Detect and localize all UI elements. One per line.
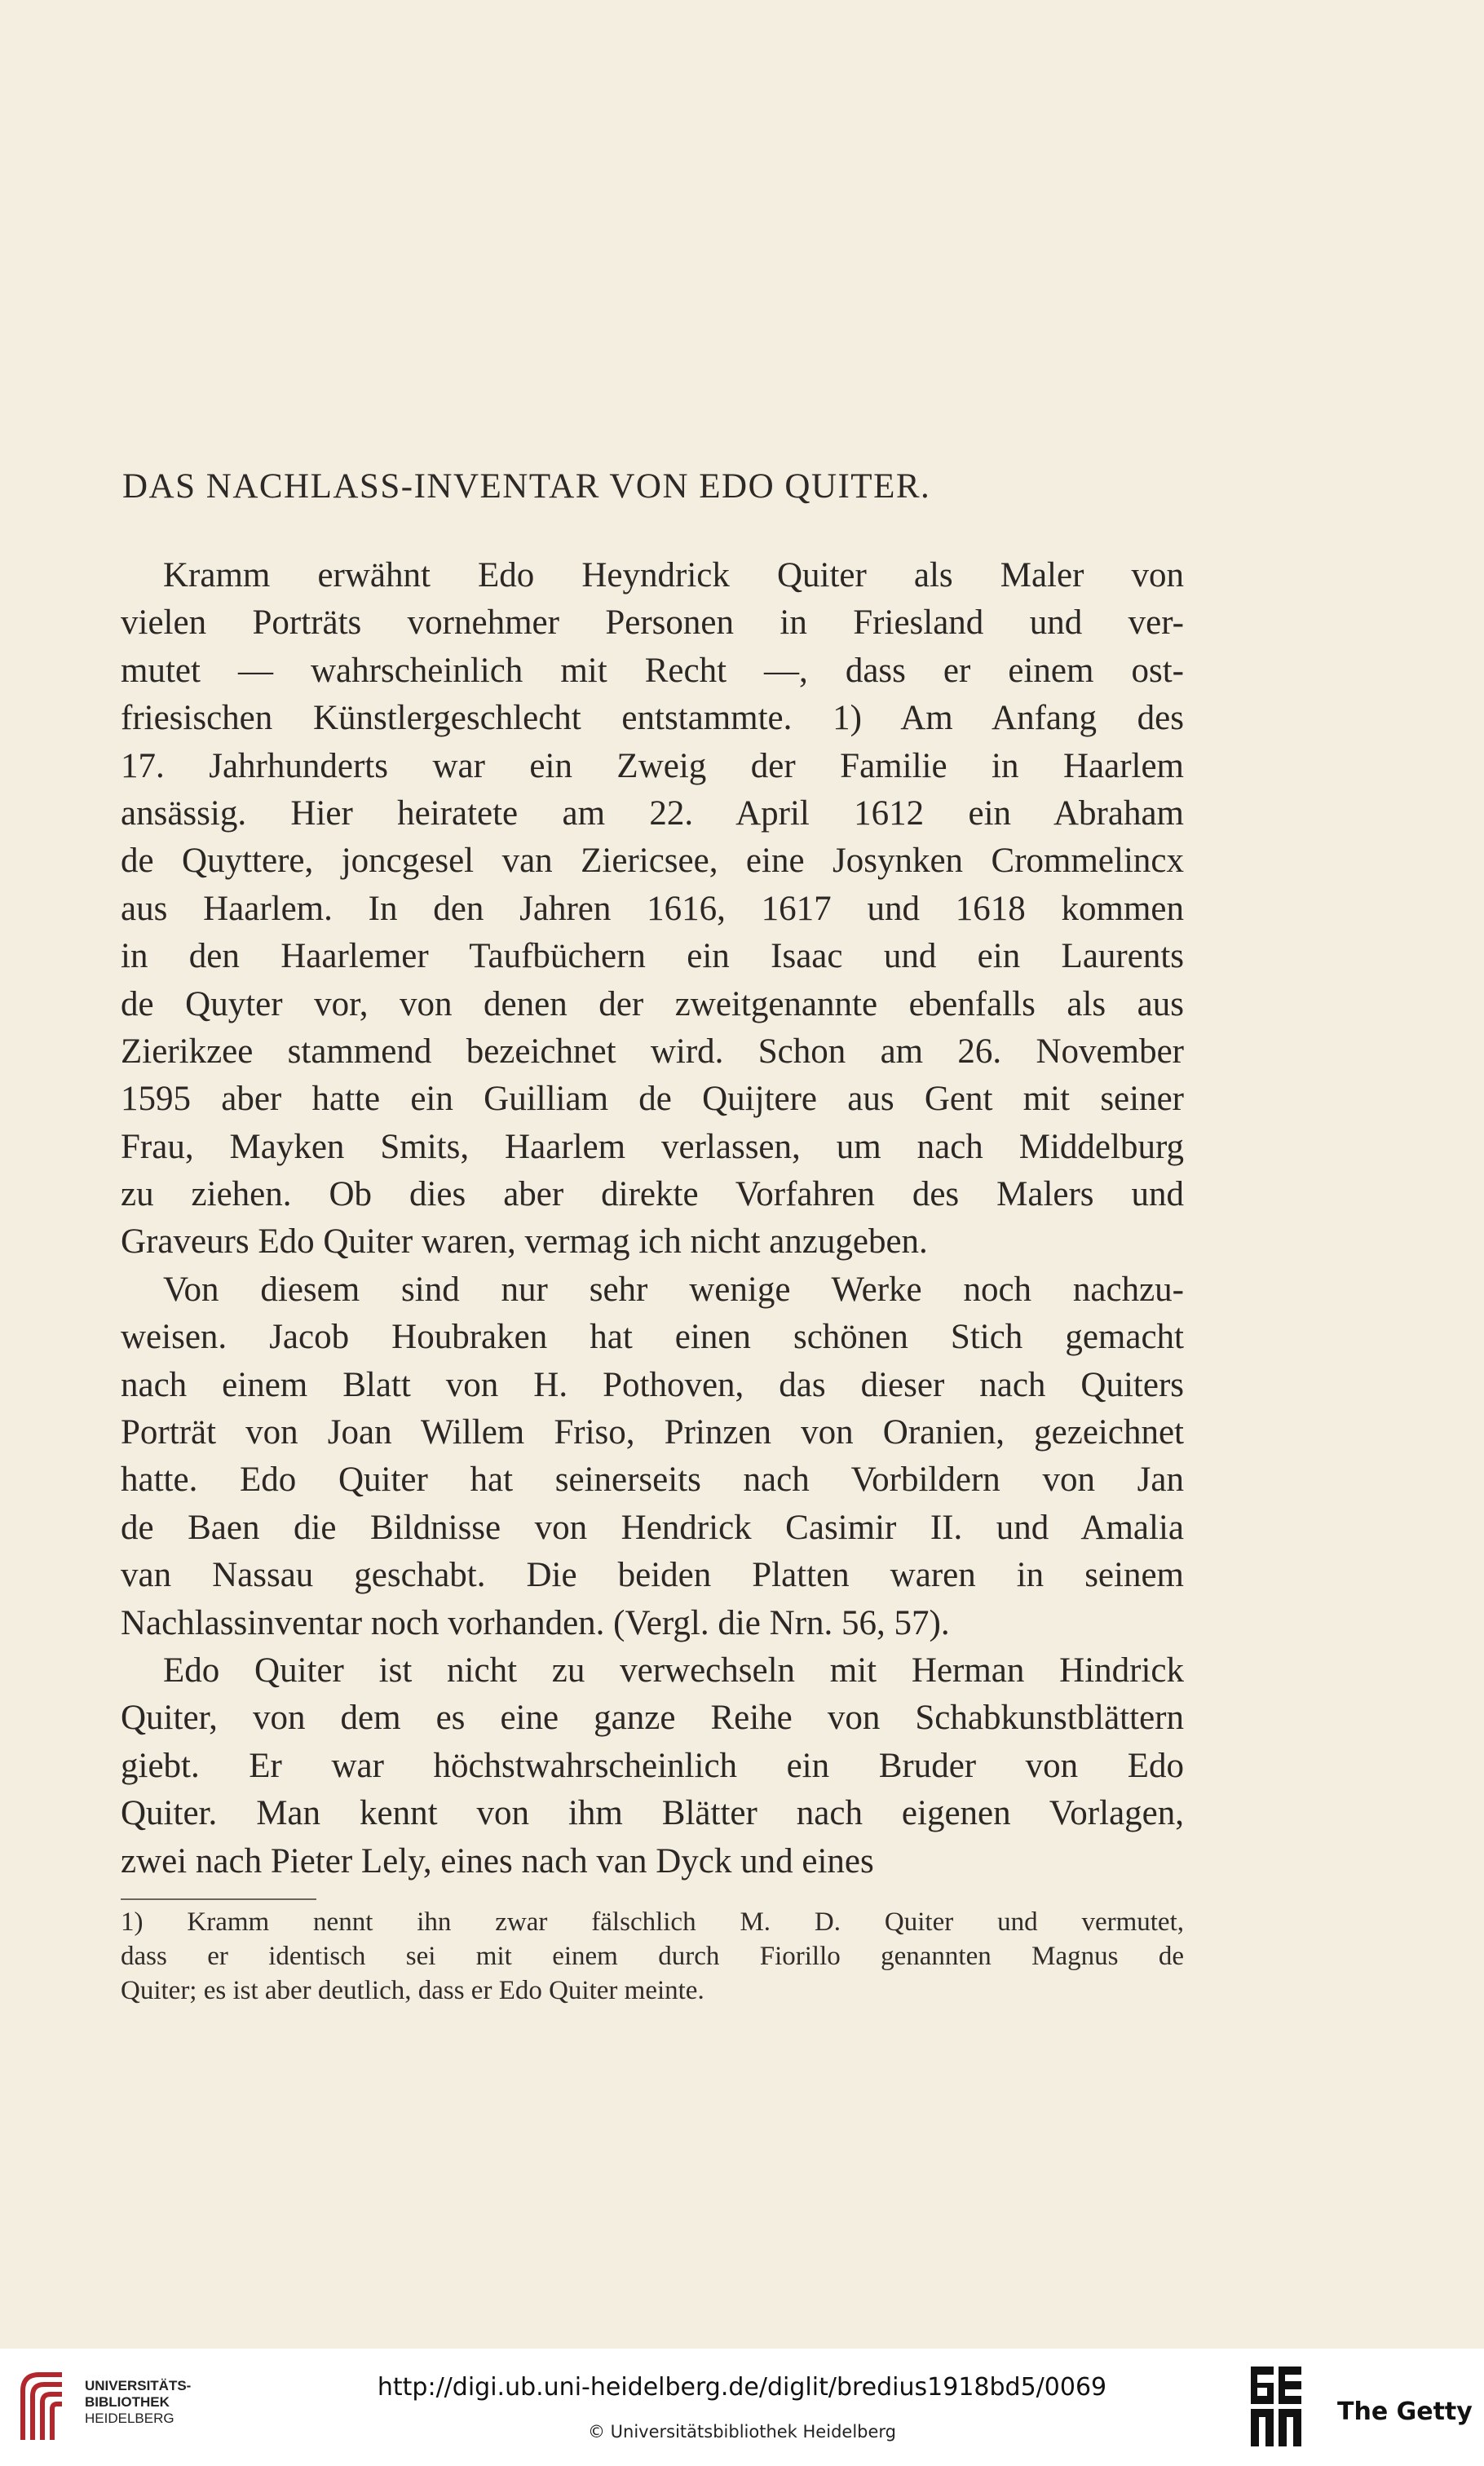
text-line: friesischen Künstlergeschlecht entstammte. 1) Am Anfang des <box>121 699 1184 738</box>
text-line: Frau, Mayken Smits, Haarlem verlassen, um nach Middelburg <box>121 1127 1184 1166</box>
source-url-link[interactable]: http://digi.ub.uni-heidelberg.de/diglit/bredius1918bd5/0069 <box>377 2373 1107 2402</box>
text-line: hatte. Edo Quiter hat seinerseits nach Vorbildern von Jan <box>121 1461 1184 1500</box>
copyright-notice: © Universitätsbibliothek Heidelberg <box>587 2422 896 2442</box>
text-line: de Quyter vor, von denen der zweitgenannte ebenfalls als aus <box>121 984 1184 1023</box>
text-line: Edo Quiter ist nicht zu verwechseln mit Herman Hindrick <box>163 1651 1184 1690</box>
text-line: Kramm erwähnt Edo Heyndrick Quiter als Maler von <box>163 556 1184 594</box>
library-line-2: BIBLIOTHEK <box>85 2394 170 2410</box>
text-line: Graveurs Edo Quiter waren, vermag ich nicht anzugeben. <box>121 1222 928 1262</box>
text-line: Quiter, von dem es eine ganze Reihe von Schabkunstblättern <box>121 1699 1184 1738</box>
library-line-1: UNIVERSITÄTS- <box>85 2378 192 2393</box>
footnote-rule <box>121 1898 316 1900</box>
text-line: in den Haarlemer Taufbüchern ein Isaac und ein Laurents <box>121 937 1184 976</box>
text-line: de Quyttere, joncgesel van Ziericsee, eine Josynken Crommelincx <box>121 842 1184 881</box>
text-line: 1595 aber hatte ein Guilliam de Quijtere aus Gent mit seiner <box>121 1080 1184 1119</box>
text-line: aus Haarlem. In den Jahren 1616, 1617 und 1618 kommen <box>121 889 1184 928</box>
footnotes <box>121 1905 1184 2008</box>
text-line: ansässig. Hier heiratete am 22. April 1612 ein Abraham <box>121 793 1184 833</box>
text-line: mutet — wahrscheinlich mit Recht —, dass er einem ost- <box>121 651 1184 690</box>
text-line: Zierikzee stammend bezeichnet wird. Schon am 26. November <box>121 1032 1184 1071</box>
text-line: Quiter. Man kennt von ihm Blätter nach eigenen Vorlagen, <box>121 1794 1184 1833</box>
getty-logo-icon <box>1248 2363 1305 2453</box>
text-line: de Baen die Bildnisse von Hendrick Casimir II. und Amalia <box>121 1508 1184 1547</box>
text-line: zwei nach Pieter Lely, eines nach van Dyck und eines <box>121 1841 874 1880</box>
footnote-line: dass er identisch sei mit einem durch Fiorillo genannten Magnus de <box>121 1942 1184 1971</box>
text-line: zu ziehen. Ob dies aber direkte Vorfahren des Malers und <box>121 1175 1184 1214</box>
text-line: nach einem Blatt von H. Pothoven, das dieser nach Quiters <box>121 1365 1184 1404</box>
footer-bar <box>0 2349 1484 2466</box>
text-line: giebt. Er war höchstwahrscheinlich ein Bruder von Edo <box>121 1746 1184 1785</box>
text-line: Nachlassinventar noch vorhanden. (Vergl. die Nrn. 56, 57). <box>121 1603 950 1642</box>
library-line-3: HEIDELBERG <box>85 2411 174 2426</box>
text-line: weisen. Jacob Houbraken hat einen schönen Stich gemacht <box>121 1318 1184 1357</box>
getty-label: The Getty <box>1337 2398 1473 2426</box>
footnote-line: 1) Kramm nennt ihn zwar fälschlich M. D. Quiter und vermutet, <box>121 1907 1184 1937</box>
text-line: van Nassau geschabt. Die beiden Platten waren in seinem <box>121 1556 1184 1595</box>
text-line: Porträt von Joan Willem Friso, Prinzen von Oranien, gezeichnet <box>121 1413 1184 1452</box>
page-title: DAS NACHLASS-INVENTAR VON EDO QUITER. <box>122 467 931 506</box>
text-line: 17. Jahrhunderts war ein Zweig der Familie in Haarlem <box>121 746 1184 785</box>
text-line: vielen Porträts vornehmer Personen in Friesland und ver- <box>121 603 1184 643</box>
footnote-line: Quiter; es ist aber deutlich, dass er Edo Quiter meinte. <box>121 1976 704 2005</box>
body-text <box>121 552 1184 1885</box>
text-line: Von diesem sind nur sehr wenige Werke noch nachzu- <box>163 1270 1184 1309</box>
